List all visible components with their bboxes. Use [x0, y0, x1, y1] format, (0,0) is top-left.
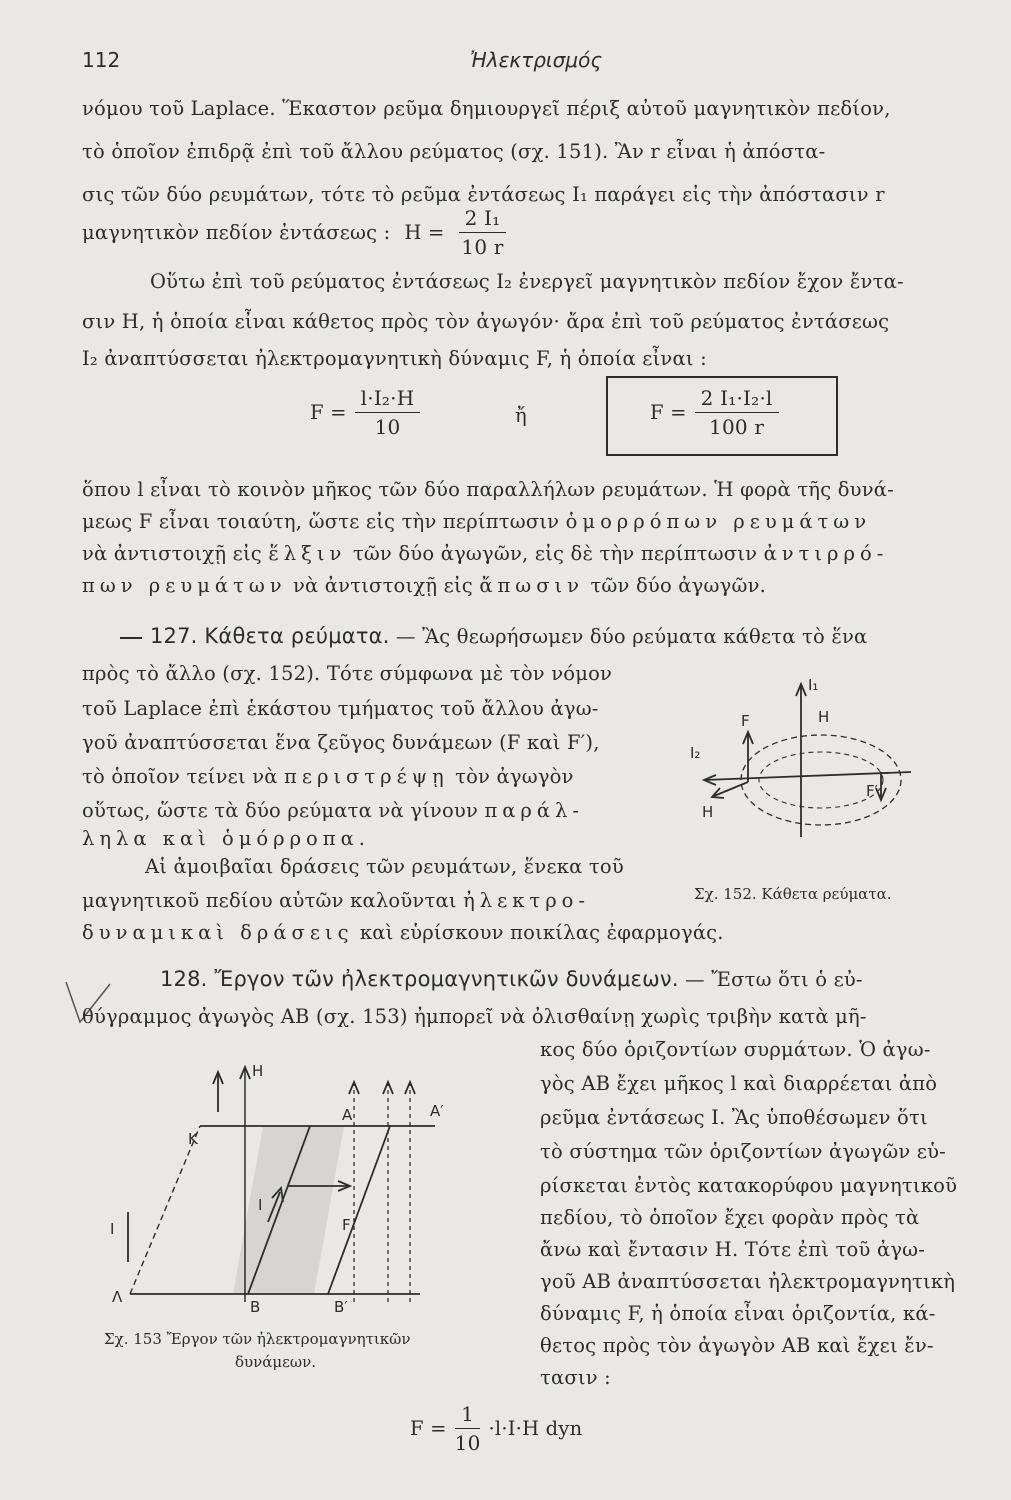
- formula2-box-numerator: 2 I₁·I₂·l: [695, 386, 779, 413]
- section128-line10: γοῦ AB ἀναπτύσσεται ἠλεκτρομαγνητικὴ: [540, 1270, 956, 1293]
- formula3: [410, 1402, 582, 1455]
- running-title: Ἠλεκτρισμός: [470, 48, 603, 72]
- para1-line2: τὸ ὁποῖον ἐπιδρᾷ ἐπὶ τοῦ ἄλλου ρεύματος (σχ. 151). Ἂν r εἶναι ἡ ἀπόστα-: [82, 140, 826, 163]
- section127-title: 127. Κάθετα ρεύματα.: [150, 624, 390, 648]
- figure-153-caption-line2: δυνάμεων.: [235, 1353, 317, 1371]
- section127-line9: [82, 889, 590, 912]
- para3-line4-a: πων ρευμάτων: [82, 574, 287, 597]
- formula2-denominator: 10: [374, 415, 401, 439]
- section128-line6: τὸ σύστημα τῶν ὁριζοντίων ἀγωγῶν εὑ-: [540, 1140, 946, 1163]
- section127-dash-mark: [120, 637, 142, 639]
- para2-line2: σιν H, ἡ ὁποία εἶναι κάθετος πρὸς τὸν ἀγωγόν· ἄρα ἐπὶ τοῦ ρεύματος ἐντάσεως: [82, 310, 890, 333]
- section127-line10: [82, 921, 724, 944]
- formula2-left: [310, 386, 420, 439]
- para3-line2: [82, 510, 871, 533]
- label-b: B: [250, 1298, 261, 1316]
- section127-line9-a: μαγνητικοῦ πεδίου αὐτῶν καλοῦνται: [82, 889, 457, 912]
- para3-line1: ὅπου l εἶναι τὸ κοινὸν μῆκος τῶν δύο παραλλήλων ρευμάτων. Ἡ φορὰ τῆς δυνά-: [82, 478, 894, 501]
- label-f: F: [741, 712, 750, 730]
- figure-152-caption: Σχ. 152. Κάθετα ρεύματα.: [694, 885, 892, 903]
- label-h-bottom: H: [702, 803, 714, 821]
- section128-line3: κος δύο ὁριζοντίων συρμάτων. Ὁ ἀγω-: [540, 1038, 931, 1061]
- conductor-i2: [704, 772, 911, 780]
- para1-line1: νόμου τοῦ Laplace. Ἕκαστον ρεῦμα δημιουργεῖ πέριξ αὐτοῦ μαγνητικὸν πεδίον,: [82, 97, 891, 120]
- para3-line4-d: τῶν δύο ἀγωγῶν.: [590, 574, 767, 597]
- label-i1: I₁: [808, 676, 819, 694]
- section128-line13: τασιν :: [540, 1366, 611, 1389]
- section127-line10-b: καὶ εὑρίσκουν ποικίλας ἐφαρμογάς.: [359, 921, 724, 944]
- section127-line1: [150, 624, 867, 648]
- section128-line4: γὸς AB ἔχει μῆκος l καὶ διαρρέεται ἀπὸ: [540, 1072, 938, 1095]
- formula1-numerator: 2 I₁: [459, 206, 507, 233]
- shaded-area: [233, 1126, 344, 1294]
- page-number: 112: [82, 48, 121, 72]
- formula2-numerator: l·I₂·H: [355, 386, 421, 413]
- section128-line12: θετος πρὸς τὸν ἀγωγὸν AB καὶ ἔχει ἔν-: [540, 1334, 934, 1357]
- para2-line3: I₂ ἀναπτύσσεται ἠλεκτρομαγνητικὴ δύναμις F, ἡ ὁποία εἶναι :: [82, 347, 707, 370]
- para3-line2-a: μεως F εἶναι τοιαύτη, ὥστε εἰς τὴν περίπτωσιν: [82, 510, 560, 533]
- figure-153-caption-line1: Σχ. 153 Ἔργον τῶν ἠλεκτρομαγνητικῶν: [104, 1330, 411, 1348]
- para3-line4-c: ἄπωσιν: [479, 574, 585, 597]
- label-f: F: [342, 1216, 351, 1234]
- section127-line1-rest: — Ἂς θεωρήσωμεν δύο ρεύματα κάθετα τὸ ἕνα: [396, 625, 868, 648]
- section127-line5-c: τὸν ἀγωγὸν: [455, 765, 574, 788]
- para3-line4-b: νὰ ἀντιστοιχῇ εἰς: [292, 574, 473, 597]
- para1-line4-text: μαγνητικὸν πεδίον ἐντάσεως :: [82, 221, 391, 244]
- label-i: I: [110, 1220, 115, 1238]
- label-f-prime: F′: [866, 782, 879, 800]
- section128-line8: πεδίου, τὸ ὁποῖον ἔχει φορὰν πρὸς τὰ: [540, 1206, 920, 1229]
- section127-line4: γοῦ ἀναπτύσσεται ἕνα ζεῦγος δυνάμεων (F καὶ F′),: [82, 731, 600, 754]
- section128-title: 128. Ἔργον τῶν ἠλεκτρομαγνητικῶν δυνάμεων.: [160, 967, 679, 991]
- para2-line1: Οὕτω ἐπὶ τοῦ ρεύματος ἐντάσεως I₂ ἐνεργεῖ μαγνητικὸν πεδίον ἔχον ἔντα-: [150, 270, 904, 293]
- section127-line5-b: περιστρέψῃ: [284, 765, 449, 788]
- formula2-box-fraction: [695, 386, 779, 439]
- section127-line6-b: παράλ-: [484, 799, 585, 822]
- para3-line3-c: τῶν δύο ἀγωγῶν, εἰς δὲ τὴν περίπτωσιν: [352, 542, 758, 565]
- figure-152: [686, 672, 926, 842]
- section128-line11: δύναμις F, ἡ ὁποία εἶναι ὁριζοντία, κά-: [540, 1302, 936, 1325]
- para1-line3: σις τῶν δύο ρευμάτων, τότε τὸ ρεῦμα ἐντάσεως I₁ παράγει εἰς τὴν ἀπόστασιν r: [82, 183, 885, 206]
- formula3-lhs: F =: [410, 1417, 447, 1440]
- formula3-fraction: [455, 1402, 481, 1455]
- section128-line1-rest: — Ἔστω ὅτι ὁ εὐ-: [685, 968, 863, 991]
- label-b-prime: B′: [334, 1298, 348, 1316]
- field-ellipse-inner: [759, 752, 883, 808]
- section128-line2: θύγραμμος ἀγωγὸς AB (σχ. 153) ἠμπορεῖ νὰ ὀλισθαίνῃ χωρὶς τριβὴν κατὰ μῆ-: [82, 1005, 867, 1028]
- para3-line3: [82, 542, 888, 565]
- formula2-box-lhs: F =: [650, 401, 687, 424]
- section128-line1: [160, 967, 863, 991]
- para1-line4: [82, 206, 506, 259]
- section127-line3: τοῦ Laplace ἐπὶ ἑκάστου τμήματος τοῦ ἄλλου ἀγω-: [82, 697, 599, 720]
- section128-line7: ρίσκεται ἐντὸς κατακορύφου μαγνητικοῦ: [540, 1174, 958, 1197]
- section127-line6: [82, 799, 584, 822]
- section127-line7: ληλα καὶ ὁμόρροπα.: [82, 827, 370, 850]
- formula3-rest: ·l·I·H dyn: [488, 1417, 583, 1440]
- formula1-lhs: H =: [404, 221, 445, 244]
- left-connector: [130, 1126, 200, 1294]
- formula2-boxed: [650, 386, 779, 439]
- section128-line5: ρεῦμα ἐντάσεως I. Ἂς ὑποθέσωμεν ὅτι: [540, 1106, 928, 1129]
- section127-line8: Αἱ ἀμοιβαῖαι δράσεις τῶν ρευμάτων, ἕνεκα τοῦ: [145, 855, 624, 878]
- label-h-top: H: [818, 708, 830, 726]
- para3-line3-a: νὰ ἀντιστοιχῇ εἰς: [82, 542, 262, 565]
- section127-line6-a: οὕτως, ὥστε τὰ δύο ρεύματα νὰ γίνουν: [82, 799, 479, 822]
- formula3-numerator: 1: [455, 1402, 480, 1429]
- formula2-box-denominator: 100 r: [709, 415, 765, 439]
- formula2-lhs: F =: [310, 401, 347, 424]
- label-i2: I₂: [690, 744, 701, 762]
- formula2-or: ἤ: [515, 404, 527, 427]
- label-k: K: [188, 1130, 198, 1148]
- formula2-fraction: [355, 386, 421, 439]
- section127-line10-a: δυναμικαὶ δράσεις: [82, 921, 354, 944]
- formula1-fraction: [459, 206, 507, 259]
- figure-153: [100, 1062, 444, 1316]
- section127-line9-b: ἠλεκτρο-: [463, 889, 591, 912]
- label-a: A: [342, 1106, 353, 1124]
- label-h: H: [252, 1062, 264, 1080]
- label-i-arrow: I: [258, 1196, 263, 1214]
- label-a-prime: A′: [430, 1102, 444, 1120]
- section127-line2: πρὸς τὸ ἄλλο (σχ. 152). Τότε σύμφωνα μὲ τὸν νόμον: [82, 662, 613, 685]
- field-ellipse: [741, 735, 901, 825]
- para3-line2-b: ὁμορρόπων ρευμάτων: [565, 510, 872, 533]
- section127-line5-a: τὸ ὁποῖον τείνει νὰ: [82, 765, 278, 788]
- para3-line3-d: ἀντιρρό-: [763, 542, 889, 565]
- formula1-denominator: 10 r: [461, 235, 504, 259]
- formula3-denominator: 10: [454, 1431, 481, 1455]
- label-lambda: Λ: [112, 1288, 123, 1306]
- section127-line5: [82, 765, 574, 788]
- para3-line3-b: ἕλξιν: [268, 542, 347, 565]
- section128-line9: ἄνω καὶ ἔντασιν H. Τότε ἐπὶ τοῦ ἀγω-: [540, 1238, 926, 1261]
- para3-line4: [82, 574, 766, 597]
